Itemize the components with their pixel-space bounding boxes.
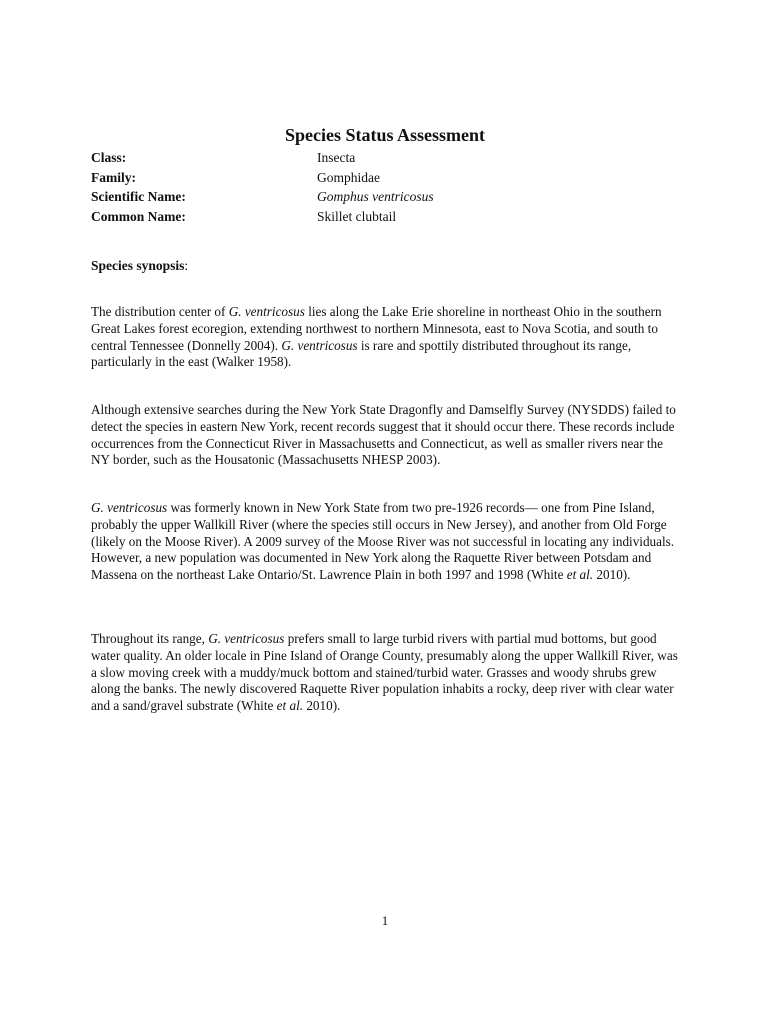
species-name: G. ventricosus — [91, 500, 168, 515]
page-number: 1 — [381, 913, 389, 928]
meta-value: Gomphus ventricosus — [317, 189, 434, 204]
meta-row-scientific-name — [91, 187, 691, 207]
paragraph-history — [91, 500, 683, 584]
species-name: G. ventricosus — [281, 337, 358, 353]
synopsis-heading — [91, 256, 188, 275]
meta-row-class — [91, 148, 691, 168]
meta-row-family — [91, 168, 691, 188]
species-metadata — [91, 148, 691, 226]
text-run: prefers small to large turbid rivers with partial mud bottoms, but good water quality. An older locale in Pine Island of Orange County, presumably along the upper Wallkill River, was a slow moving creek with a muddy/muck bottom and stained/turbid water. Grasses and woody shrubs grew along the banks. The newly discovered Raquette River population inhabits a rocky, deep river with clear water and a sand/gravel substrate (White — [91, 631, 678, 714]
synopsis-colon: : — [184, 258, 189, 273]
text-run: was formerly known in New York State from two pre-1926 records— one from Pine Island, probably the upper Wallkill River (where the species still occurs in New Jersey), and another from Old Forge (likely on the Moose River). A 2009 survey of the Moose River was not successful in locating any individuals. However, a new population was documented in New York along the Raquette River between Potsdam and Massena on the northeast Lake Ontario/St. Lawrence Plain in both 1997 and 1998 (White — [91, 500, 675, 583]
meta-value: Gomphidae — [317, 169, 380, 185]
text-run: 2010). — [593, 567, 631, 583]
text-run: lies along the Lake Erie shoreline in northeast Ohio in the southern Great Lakes forest ecoregion, extending northwest to northern Minnesota, east to Nova Scotia, and south to central Tennessee (Donnelly 2004). — [91, 304, 662, 353]
page-title: Species Status Assessment — [284, 125, 485, 145]
text-run: The distribution center of — [91, 304, 229, 319]
text-run: Throughout its range, — [91, 631, 209, 646]
paragraph-habitat — [91, 631, 683, 715]
meta-label: Scientific Name: — [91, 189, 186, 204]
meta-label: Family: — [91, 169, 136, 185]
text-run: 2010). — [303, 698, 341, 714]
meta-label: Class: — [91, 150, 127, 165]
paragraph-survey: Although extensive searches during the New York State Dragonfly and Damselfly Survey (NYSDDS) failed to detect the species in eastern New York, recent records suggest that it should occur there. These records include occurrences from the Connecticut River in Massachusetts and Connecticut, as well as smaller rivers near the NY border, such as the Housatonic (Massachusetts NHESP 2003). — [91, 402, 676, 468]
meta-value: Insecta — [317, 150, 356, 165]
citation-etal: et al. — [276, 698, 304, 714]
paragraph-distribution — [91, 304, 683, 371]
synopsis-heading-text: Species synopsis — [91, 258, 185, 273]
citation-etal: et al. — [566, 567, 594, 583]
species-name: G. ventricosus — [228, 304, 305, 319]
text-run: is rare and spottily distributed throughout its range, particularly in the east (Walker 1958). — [91, 337, 632, 370]
meta-row-common-name — [91, 207, 691, 227]
meta-value: Skillet clubtail — [317, 208, 397, 224]
meta-label: Common Name: — [91, 208, 186, 224]
species-name: G. ventricosus — [208, 631, 285, 646]
